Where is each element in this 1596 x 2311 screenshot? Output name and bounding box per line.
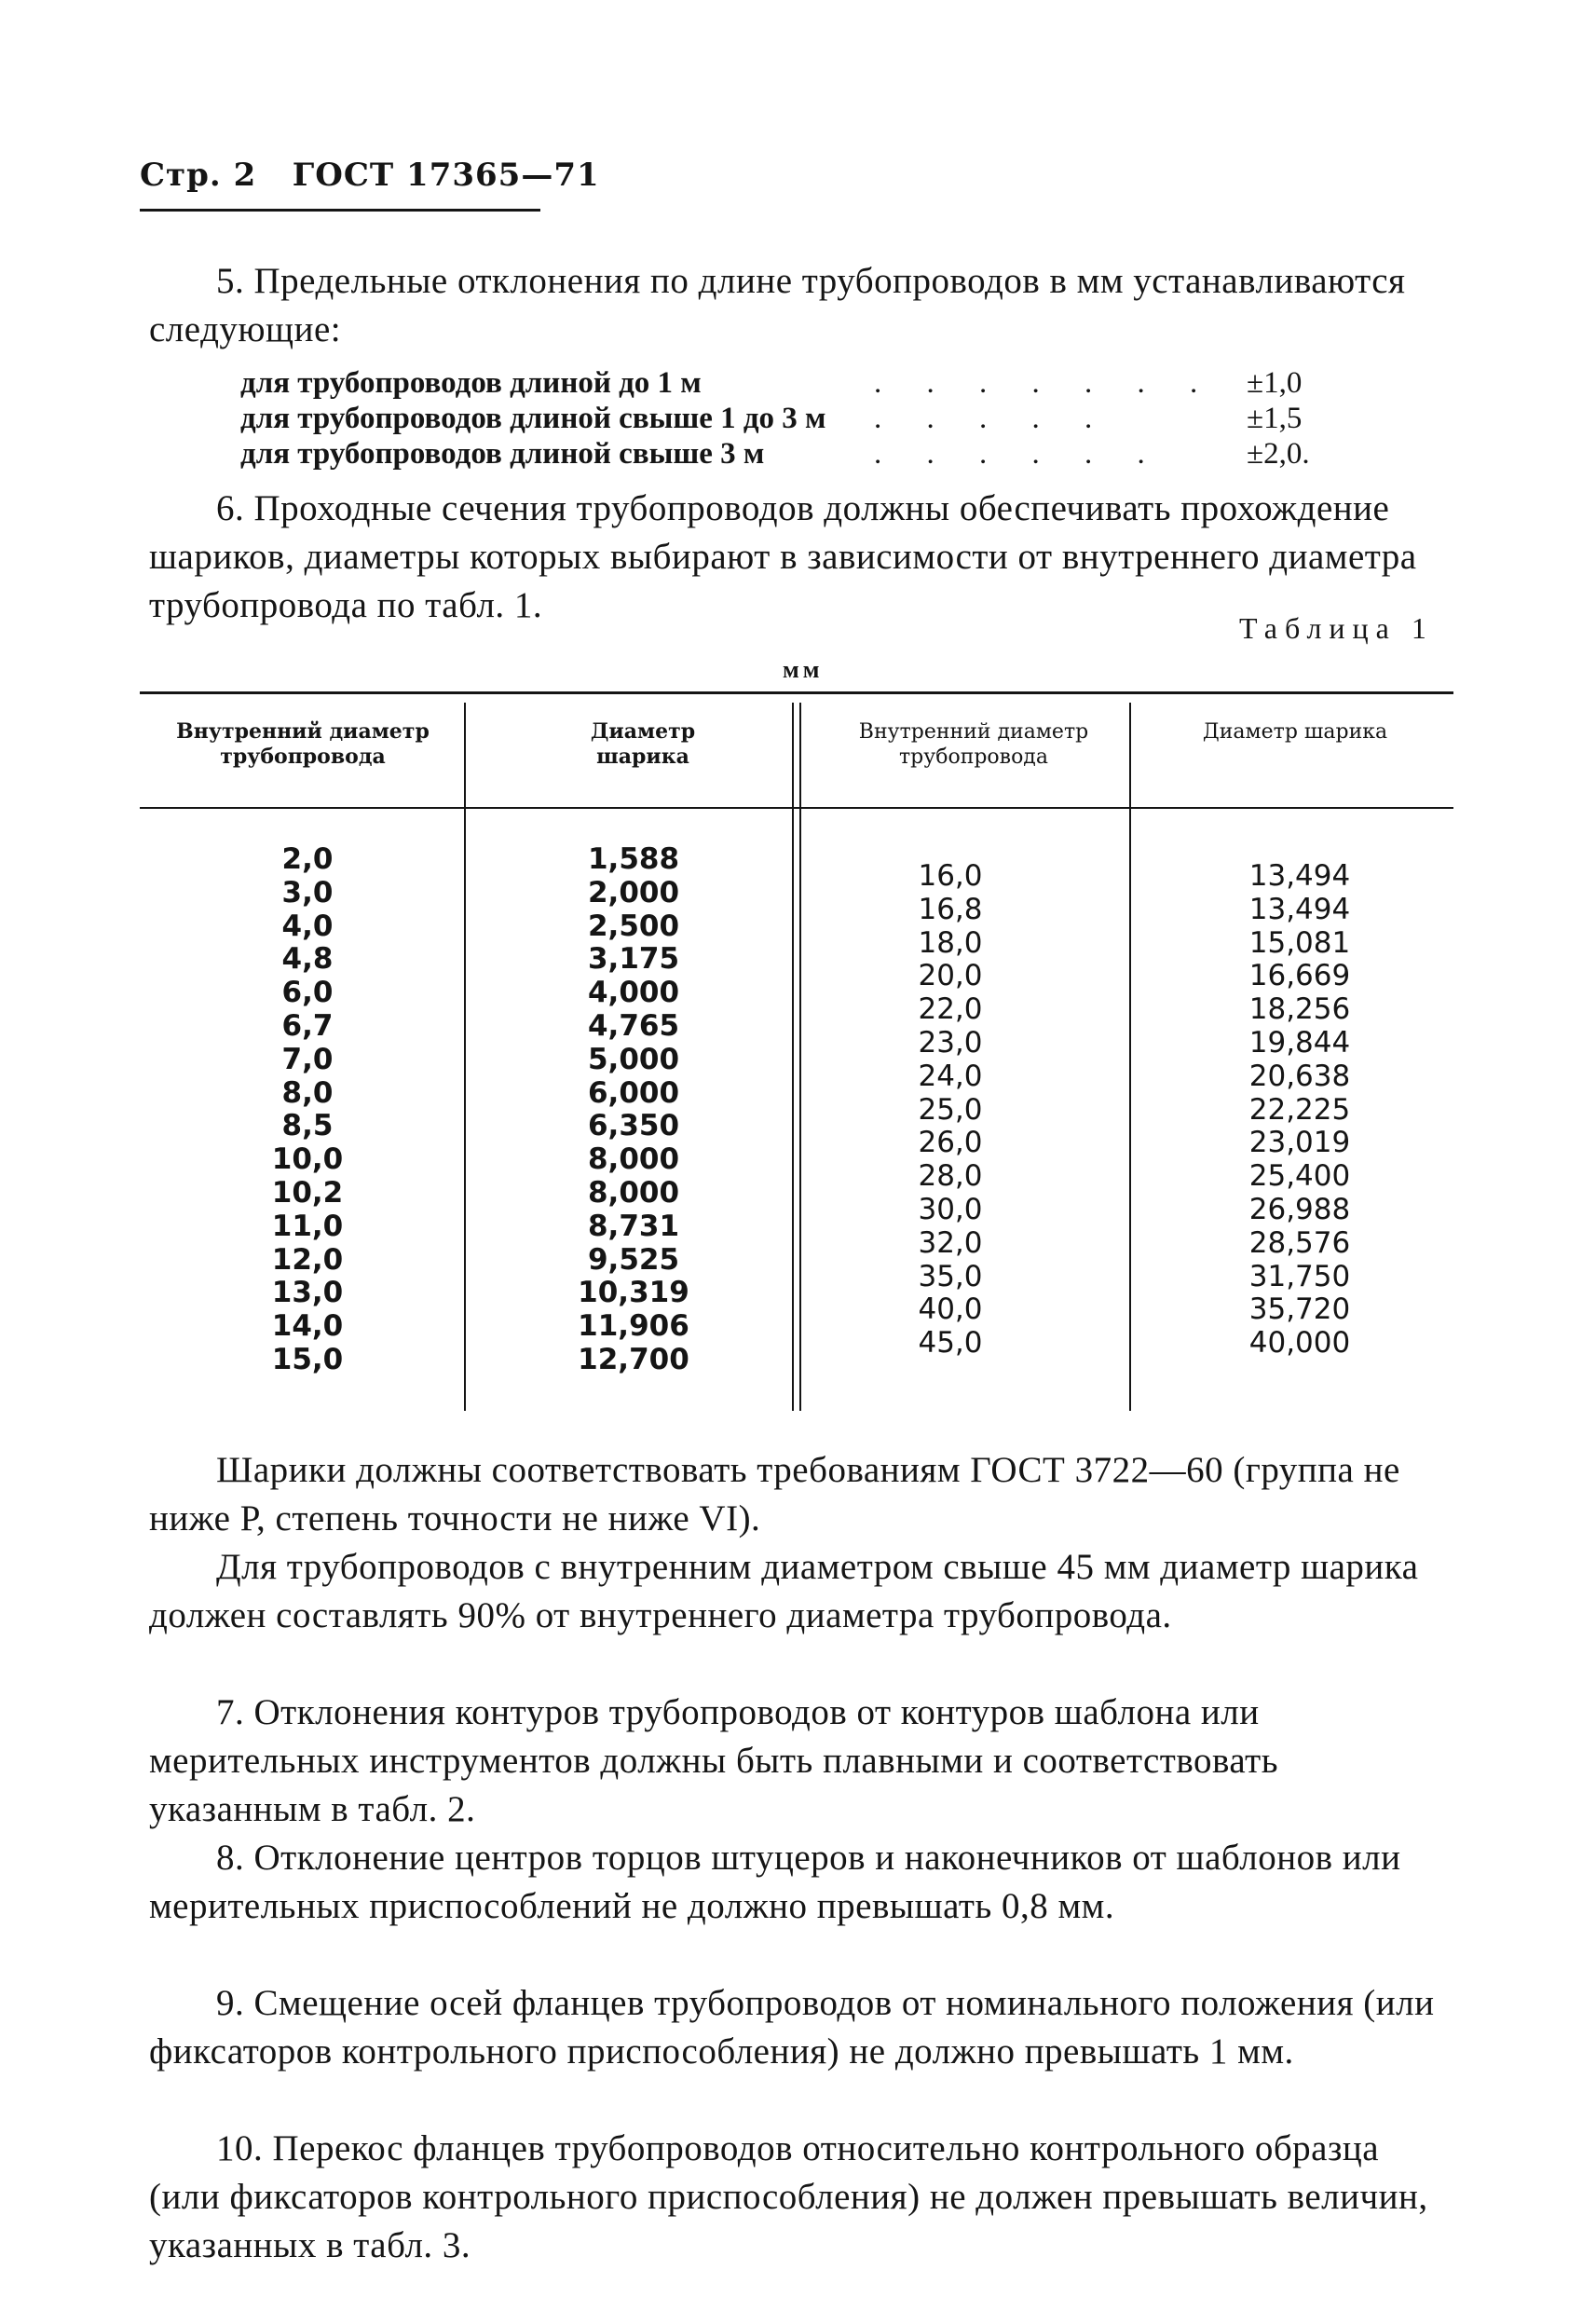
table-cell: 4,0: [281, 909, 334, 943]
leader-dots: . . . . .: [874, 402, 1112, 435]
tolerance-value: ±1,0: [1247, 366, 1303, 400]
tolerance-label: для трубопроводов длиной до 1 м: [240, 366, 702, 400]
table-cell: 28,0: [918, 1159, 983, 1194]
table-cell: 30,0: [918, 1192, 983, 1226]
tolerance-list: [240, 365, 1358, 472]
table-header-rule: [140, 807, 1453, 809]
section-8-text: 8. Отклонение центров торцов штуцеров и наконечников от шаблонов или мерительных приспособлений не должно превышать 0,8 мм.: [149, 1838, 1401, 1926]
table-cell: 23,019: [1248, 1126, 1351, 1160]
header-rule: [140, 209, 540, 212]
table-cell: 15,081: [1248, 925, 1351, 960]
table-cell: 22,0: [918, 992, 983, 1027]
table-cell: 13,0: [271, 1276, 344, 1310]
column-inner-diameter: [242, 843, 373, 1377]
table-cell: 6,000: [587, 1075, 680, 1110]
table-cell: 2,500: [587, 909, 680, 943]
table-cell: 4,000: [587, 976, 680, 1010]
table-cell: 4,765: [587, 1008, 680, 1043]
page-header: [140, 157, 600, 194]
table-cell: 11,0: [271, 1209, 344, 1243]
tolerance-value: ±2,0.: [1247, 437, 1310, 471]
table-cell: 8,000: [587, 1175, 680, 1210]
table-cell: 16,0: [918, 859, 983, 893]
leader-dots: . . . . . .: [874, 437, 1164, 471]
header-ball-diameter-2: Диаметр шарика: [1202, 720, 1388, 744]
table-cell: 24,0: [918, 1059, 983, 1093]
column-ball-diameter-2: [1221, 860, 1379, 1361]
table-cell: 16,669: [1248, 959, 1351, 993]
table-cell: 16,8: [918, 892, 983, 926]
table-cell: 1,588: [587, 842, 680, 876]
table-cell: 2,0: [281, 842, 334, 876]
column-inner-diameter-2: [885, 860, 1016, 1361]
table-cell: 28,576: [1248, 1225, 1351, 1260]
section-7-text: 7. Отклонения контуров трубопроводов от контуров шаблона или мерительных инструментов должны быть плавными и соответствовать указанным в табл. 2.: [149, 1692, 1279, 1829]
table-cell: 3,175: [587, 942, 680, 977]
table-cell: 8,0: [281, 1075, 334, 1110]
table-cell: 23,0: [918, 1025, 983, 1060]
table-cell: 6,0: [281, 976, 334, 1010]
table-cell: 7,0: [281, 1042, 334, 1076]
table-cell: 8,000: [587, 1142, 680, 1177]
column-ball-diameter: [550, 843, 717, 1377]
table-cell: 45,0: [918, 1326, 983, 1361]
table-top-rule: [140, 691, 1453, 694]
tolerance-row: [240, 365, 1358, 401]
table-cell: 35,720: [1248, 1292, 1351, 1327]
standard-number: ГОСТ 17365—71: [292, 157, 600, 194]
tolerance-row: [240, 436, 1358, 472]
tolerance-label: для трубопроводов длиной свыше 1 до 3 м: [240, 402, 826, 435]
table-cell: 20,0: [918, 959, 983, 993]
table-cell: 9,525: [587, 1242, 680, 1277]
table-cell: 22,225: [1248, 1092, 1351, 1127]
table-cell: 20,638: [1248, 1059, 1351, 1093]
header-inner-diameter: Внутренний диаметр трубопровода: [176, 719, 430, 769]
table-cell: 26,988: [1248, 1192, 1351, 1226]
tolerance-value: ±1,5: [1247, 402, 1303, 435]
table-cell: 2,000: [587, 875, 680, 909]
table-cell: 15,0: [271, 1342, 344, 1376]
table-cell: 8,731: [587, 1209, 680, 1243]
page-number: Стр. 2: [140, 157, 257, 194]
table-cell: 18,0: [918, 925, 983, 960]
section-6-text: 6. Проходные сечения трубопроводов должны обеспечивать прохождение шариков, диаметры которых выбирают в зависимости от внутреннего диаметра трубопровода по табл. 1.: [149, 488, 1417, 625]
table-cell: 6,350: [587, 1109, 680, 1143]
table-cell: 12,0: [271, 1242, 344, 1277]
table-cell: 13,494: [1248, 859, 1351, 893]
leader-dots: . . . . . . .: [874, 366, 1217, 400]
table-cell: 18,256: [1248, 992, 1351, 1027]
balls-requirement-text: Шарики должны соответствовать требованиям ГОСТ 3722—60 (группа не ниже Р, степень точности не ниже VI).: [149, 1450, 1400, 1538]
table-cell: 31,750: [1248, 1259, 1351, 1293]
section-5-text: 5. Предельные отклонения по длине трубопроводов в мм устанавливаются следующие:: [149, 261, 1406, 349]
table-cell: 6,7: [281, 1008, 334, 1043]
table-cell: 26,0: [918, 1126, 983, 1160]
table-cell: 35,0: [918, 1259, 983, 1293]
table-cell: 25,400: [1248, 1159, 1351, 1194]
table-cell: 14,0: [271, 1309, 344, 1344]
table-cell: 10,0: [271, 1142, 344, 1177]
table-cell: 10,2: [271, 1175, 344, 1210]
table-cell: 40,000: [1248, 1326, 1351, 1361]
table-cell: 32,0: [918, 1225, 983, 1260]
table-cell: 11,906: [578, 1309, 689, 1344]
column-divider: [464, 703, 466, 1411]
table-cell: 12,700: [578, 1342, 689, 1376]
table-cell: 3,0: [281, 875, 334, 909]
table-cell: 4,8: [281, 942, 334, 977]
table-cell: 40,0: [918, 1292, 983, 1327]
table-cell: 5,000: [587, 1042, 680, 1076]
large-diameter-text: Для трубопроводов с внутренним диаметром свыше 45 мм диаметр шарика должен составлять 90% от внутреннего диаметра трубопровода.: [149, 1547, 1419, 1635]
tolerance-row: [240, 401, 1358, 436]
table-1: [140, 691, 1453, 1409]
table-caption: Таблица 1: [1239, 611, 1434, 645]
table-cell: 13,494: [1248, 892, 1351, 926]
table-cell: 10,319: [578, 1276, 689, 1310]
tolerance-label: для трубопроводов длиной свыше 3 м: [240, 437, 765, 471]
column-double-divider: [792, 703, 794, 1411]
table-unit: мм: [783, 656, 824, 683]
table-cell: 25,0: [918, 1092, 983, 1127]
table-cell: 19,844: [1248, 1025, 1351, 1060]
section-9-text: 9. Смещение осей фланцев трубопроводов от номинального положения (или фиксаторов контрольного приспособления) не должно превышать 1 мм.: [149, 1983, 1435, 2072]
header-inner-diameter-2: Внутренний диаметр трубопровода: [858, 720, 1089, 769]
column-divider: [1129, 703, 1131, 1411]
section-10-text: 10. Перекос фланцев трубопроводов относительно контрольного образца (или фиксаторов контрольного приспособления) не должен превышать величин, указанных в табл. 3.: [149, 2128, 1428, 2265]
header-ball-diameter: Диаметр шарика: [590, 719, 696, 769]
table-cell: 8,5: [281, 1109, 334, 1143]
